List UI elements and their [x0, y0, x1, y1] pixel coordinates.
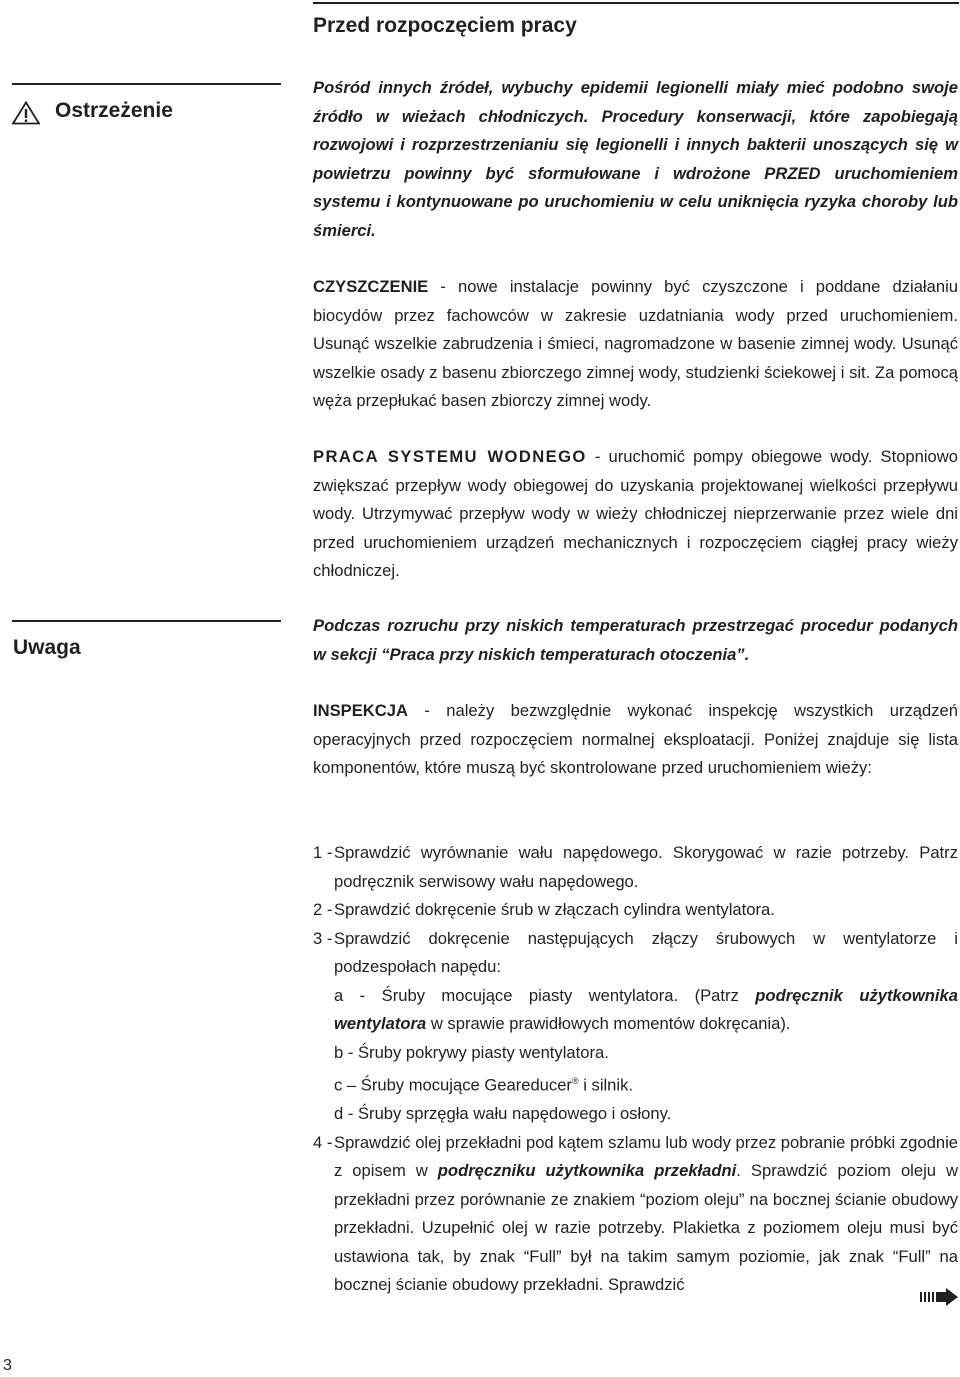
note-label: Uwaga [13, 636, 81, 659]
step-text: Sprawdzić dokręcenie następujących złączy śrubowych w wentylatorze i podzespołach napędu: [334, 928, 958, 976]
continue-arrow-icon [919, 1287, 959, 1307]
substep-c [334, 1067, 958, 1100]
page-number: 3 [3, 1357, 12, 1374]
step-1 [313, 839, 958, 896]
substep-c-tail: i silnik. [578, 1075, 634, 1095]
cleaning-text: - nowe instalacje powinny być czyszczone i poddane działaniu biocydów przez fachowców w zakresie uzdatniania wody przed uruchomieniem. Usunąć wszelkie zabrudzenia i śmieci, nagromadzone w basenie zimnej wody. Usunąć wszelkie osady z basenu zbiorczego zimnej wody, studzienki ściekowej i sit. Za pomocą węża przepłukać basen zbiorczy zimnej wody. [313, 277, 958, 410]
warning-triangle-icon [12, 101, 40, 125]
note-rule [12, 620, 281, 622]
substep-a-text: a - Śruby mocujące piasty wentylatora. (Patrz [334, 985, 756, 1005]
step-number: 2 - [313, 900, 333, 919]
warning-label: Ostrzeżenie [55, 99, 173, 122]
water-system-paragraph [313, 443, 958, 586]
fan-manual-reference: podręcznik użytkownika wentylatora [334, 985, 958, 1033]
cleaning-lead: CZYSZCZENIE [313, 277, 429, 296]
water-system-lead: PRACA SYSTEMU WODNEGO [313, 447, 587, 466]
step-number: 3 - [313, 928, 333, 948]
substep-c-text: c – Śruby mocujące Geareducer [334, 1075, 572, 1095]
step-text: Sprawdzić dokręcenie śrub w złączach cylindra wentylatora. [334, 900, 775, 919]
registered-mark: ® [571, 1076, 579, 1086]
inspection-text: - należy bezwzględnie wykonać inspekcję wszystkich urządzeń operacyjnych przed rozpoczęciem normalnej eksploatacji. Poniżej znajduje się lista komponentów, które muszą być skontrolowane przed uruchomieniem wieży: [313, 701, 958, 777]
gearbox-manual-reference: podręczniku użytkownika przekładni [437, 1161, 737, 1181]
substep-a-tail: w sprawie prawidłowych momentów dokręcania). [426, 1014, 791, 1033]
step-text-tail: . Sprawdzić poziom oleju w przekładni przez porównanie ze znakiem “poziom oleju” na bocznej ścianie obudowy przekładni. Uzupełnić olej w razie potrzeby. Plakietka z poziomem oleju musi być ustawiona tak, by znak “Full” był na takim samym poziomie, jak znak “Full” na bocznej ścianie obudowy przekładni. Sprawdzić [334, 1161, 958, 1295]
warning-rule [12, 83, 281, 85]
substep-b: b - Śruby pokrywy piasty wentylatora. [334, 1042, 609, 1062]
substep-a [334, 982, 958, 1039]
header-rule [313, 2, 959, 4]
inspection-paragraph [313, 697, 958, 783]
inspection-lead: INSPEKCJA [313, 701, 408, 720]
substep-d: d - Śruby sprzęgła wału napędowego i osłony. [334, 1104, 672, 1124]
warning-text: Pośród innych źródeł, wybuchy epidemii legionelli miały mieć podobno swoje źródło w wieżach chłodniczych. Procedury konserwacji, które zapobiegają rozwojowi i rozprzestrzenianiu się legionelli i innych bakterii unoszących się w powietrzu powinny być sformułowane i wdrożone PRZED uruchomieniem systemu i kontynuowane po uruchomieniu w celu uniknięcia ryzyka choroby lub śmierci. [313, 78, 958, 240]
page-title: Przed rozpoczęciem pracy [313, 14, 577, 37]
steps-list [313, 839, 958, 1300]
step-text: Sprawdzić olej przekładni pod kątem szlamu lub wody przez pobranie próbki zgodnie z opisem w [334, 1132, 958, 1181]
note-text: Podczas rozruchu przy niskich temperaturach przestrzegać procedur podanych w sekcji “Praca przy niskich temperaturach otoczenia”. [313, 616, 958, 664]
inspection-steps [313, 839, 958, 1300]
step-3 [313, 925, 958, 1129]
step-4 [313, 1129, 958, 1300]
water-system-text: - uruchomić pompy obiegowe wody. Stopniowo zwiększać przepływ wody obiegowej do uzyskania projektowanej wielkości przepływu wody. Utrzymywać przepływ wody w wieży chłodniczej nieprzerwanie przez wiele dni przed uruchomieniem urządzeń mechanicznych i rozpoczęciem ciągłej pracy wieży chłodniczej. [313, 447, 959, 580]
step-number: 4 - [313, 1132, 333, 1152]
step-2 [313, 896, 958, 925]
step-number: 1 - [313, 843, 333, 862]
cleaning-paragraph [313, 273, 958, 416]
step-text: Sprawdzić wyrównanie wału napędowego. Skorygować w razie potrzeby. Patrz podręcznik serwisowy wału napędowego. [334, 843, 958, 891]
